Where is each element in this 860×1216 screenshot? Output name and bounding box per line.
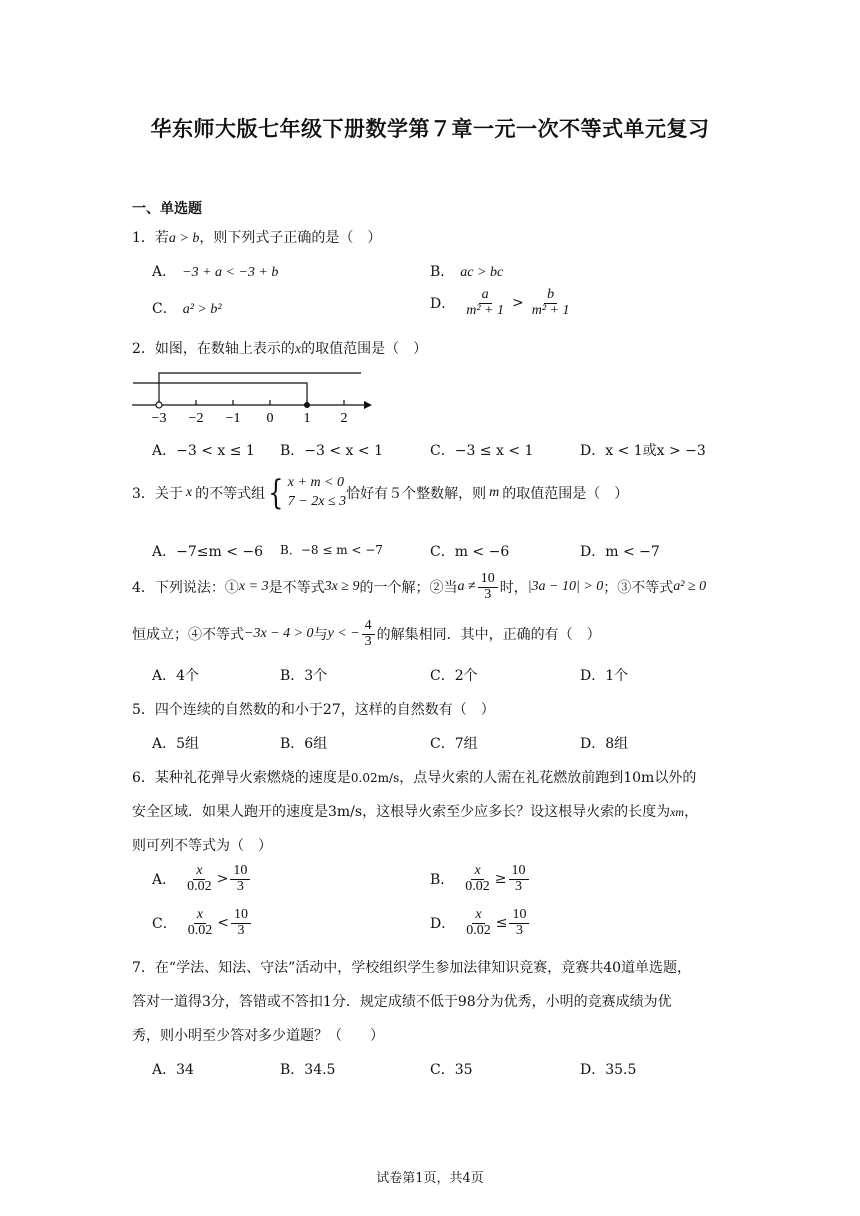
tick-label: 1: [303, 411, 311, 426]
page-title: 华东师大版七年级下册数学第７章一元一次不等式单元复习: [150, 117, 710, 141]
q1-option-a: A． −3 + a < −3 + b: [152, 264, 279, 280]
open-dot: [156, 402, 162, 408]
q6-option-d: D． $\frac{x}{0.02}$ ≤ $\frac{10}{3}$: [430, 908, 531, 938]
tick-label: −2: [188, 411, 204, 426]
q7-option-b: B．34.5: [280, 1062, 336, 1078]
question-5-stem: 5．四个连续的自然数的和小于27，这样的自然数有（ ）: [132, 702, 495, 718]
question-6-line-1: 6．某种礼花弹导火索燃烧的速度是0.02m/s，点导火索的人需在礼花燃放前跑到10m以外的: [132, 770, 697, 786]
q2-option-b: B．−3 < x < 1: [280, 443, 383, 459]
question-2-stem: 2．如图，在数轴上表示的x的取值范围是（ ）: [132, 341, 428, 357]
q6-option-c: C． $\frac{x}{0.02}$ < $\frac{10}{3}$: [152, 908, 253, 938]
question-7-line-2: 答对一道得3分，答错或不答扣1分．规定成绩不低于98分为优秀，小明的竞赛成绩为优: [132, 994, 672, 1010]
question-7-line-3: 秀，则小明至少答对多少道题？（ ）: [132, 1028, 384, 1044]
q1-option-b: B． ac > bc: [430, 264, 504, 280]
q5-option-c: C．7组: [430, 736, 478, 752]
tick-label: −3: [151, 411, 167, 426]
q4-option-a: A．4个: [152, 668, 200, 684]
q1-option-d: D． $\frac{a}{\text{m² + 1}}$ > $\frac{b}{\text{m² + 1}}$: [430, 287, 570, 318]
q2-option-d: D．x < 1或x > −3: [580, 443, 706, 459]
q7-option-c: C．35: [430, 1062, 473, 1078]
q3-option-a: A．−7≤m < −6: [152, 544, 264, 560]
q5-option-b: B．6组: [280, 736, 328, 752]
q2-option-a: A．−3 < x ≤ 1: [152, 443, 255, 459]
question-6-line-3: 则可列不等式为（ ）: [132, 838, 272, 854]
section-heading: 一、单选题: [132, 201, 202, 217]
question-3-stem: 3．关于 x 的不等式组 { x + m < 0 7 − 2x ≤ 3 恰好有５个整数解，则 m 的取值范围是（ ）: [132, 472, 629, 513]
number-line-arrow: [364, 401, 372, 409]
page-footer: 试卷第1页，共4页: [376, 1171, 484, 1186]
question-1-stem: 1．若a > b，则下列式子正确的是（ ）: [132, 230, 382, 246]
question-7-line-1: 7．在“学法、知法、守法”活动中，学校组织学生参加法律知识竞赛，竞赛共40道单选题，: [132, 960, 692, 976]
q7-option-d: D．35.5: [580, 1062, 637, 1078]
q2-option-c: C．−3 ≤ x < 1: [430, 443, 534, 459]
q3-option-c: C．m < −6: [430, 544, 510, 560]
q4-option-c: C．2个: [430, 668, 478, 684]
question-4-line-1: 4．下列说法：① x = 3 是不等式 3x ≥ 9 的一个解；②当 a ≠ $\frac{10}{3}$ 时， |3a − 10| > 0 ；③不等式 a² ≥ 0: [132, 571, 707, 602]
tick-label: −1: [225, 411, 241, 426]
q3-option-b: B．−8 ≤ m < −7: [280, 543, 383, 557]
question-6-line-2: 安全区域．如果人跑开的速度是3m/s，这根导火索至少应多长？设这根导火索的长度为xm，: [132, 804, 699, 820]
inequality-system: { x + m < 0 7 − 2x ≤ 3: [268, 472, 347, 513]
q5-option-a: A．5组: [152, 736, 200, 752]
q5-option-d: D．8组: [580, 736, 629, 752]
closed-dot: [304, 402, 310, 408]
ray-right: [159, 373, 361, 401]
q4-option-b: B．3个: [280, 668, 328, 684]
number-line-figure: [128, 368, 378, 426]
q6-option-b: B． $\frac{x}{0.02}$ ≥ $\frac{10}{3}$: [430, 864, 531, 894]
q1-option-c: C． a² > b²: [152, 301, 222, 317]
q6-option-a: A． $\frac{x}{0.02}$ > $\frac{10}{3}$: [152, 864, 252, 894]
tick-label: 0: [266, 411, 274, 426]
q3-option-d: D．m < −7: [580, 544, 660, 560]
q7-option-a: A．34: [152, 1062, 194, 1078]
tick-label: 2: [340, 411, 348, 426]
question-4-line-2: 恒成立；④不等式 −3x − 4 > 0 与 y < − $\frac{4}{3}$ 的解集相同．其中，正确的有（ ）: [132, 618, 601, 649]
q4-option-d: D．1个: [580, 668, 629, 684]
